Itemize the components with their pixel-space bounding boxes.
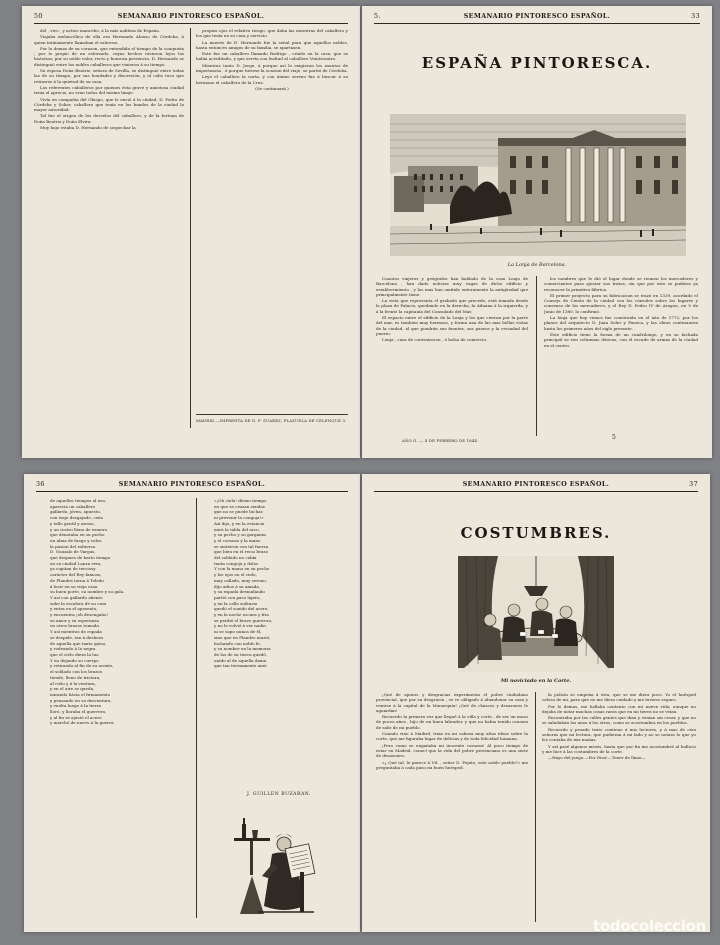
running-header	[34, 12, 348, 24]
page-number: 33	[691, 13, 700, 20]
paragraph: Mientras tanto D. Jorge, á porque así lo exigieron los asuntos de importancia , ó porque tuviese la ocasion del viaje, se partió de Córdoba.	[196, 62, 348, 74]
paragraph: Recuerdo la primera vez que llegué á la villa y corte , de ser un mozo de pocos años , hijo de un buen labrador, y que no habia tenido ocasion de salir de mi pueblo.	[376, 714, 528, 730]
paragraph: Leyó el caballero la carta, y con ánimo sereno fue á buscar á su hermano el caballero de la Cruz.	[196, 74, 348, 85]
page-number: 37	[689, 481, 698, 488]
paragraph: ¡Qué de apuros y desgracias experimenta el pobre ciudadano provincial, que por su desgracia , se ve obligado á abandonar su casa y venirse á la capital de la Monarquía! ¡Qué de chascos y desazones le aguardan!	[376, 692, 528, 713]
page-33	[362, 6, 712, 458]
column-divider	[535, 692, 536, 922]
text-column-left	[376, 276, 528, 432]
paragraph: La vista que representa el grabado que precede, está tomada desde la plaza de Palacio, quedando en la derecha, la Aduana á la izquierda, y á la frente la capitanía del Consulado del Mar.	[376, 298, 528, 314]
header-title: SEMANARIO PINTORESCO ESPAÑOL.	[118, 481, 266, 488]
header-title: SEMANARIO PINTORESCO ESPAÑOL.	[117, 13, 265, 20]
paragraph: Este fue un caballero llamado Rodrigo , criado en la casa, que se había acreditado, y que servía con lealtad al caballero Veinticuatro.	[196, 51, 348, 62]
paragraph: la policía se empeña á esta, que se me diera poco. Yo el huésped celoso de mi, para que no me diera cuidado y me tuviese seguro.	[542, 692, 696, 703]
watermark: todocoleccion	[592, 917, 706, 935]
paragraph: Los referentes caballeros por quienes ésta grave y amistosa ciudad tenía el aprecio, no eran todos del mismo linaje.	[34, 84, 184, 96]
issue-number: 5.	[374, 13, 381, 20]
paragraph: La muerte de D. Hernando fue la señal para que aquellos nobles, hasta entonces amigos de su familia, se apartasen.	[196, 39, 348, 50]
lonja-engraving	[390, 114, 686, 256]
continuation-note: (Se continuará.)	[255, 85, 289, 91]
signature-mark: 5	[612, 434, 616, 441]
paragraph: «¿ Qué tal, le parece á Vd. , señor D. Pepito, este noble pueblo?» me preguntaba á cada paso mi buen huésped.	[376, 759, 528, 770]
text-column-right	[196, 28, 348, 410]
running-header	[36, 480, 348, 492]
paragraph: Este edificio tiene la forma de un cuadrilongo, y en su fachada principal se ven columnas dóricas, con el escudo de armas de la ciudad en el centro.	[544, 331, 698, 348]
page-36	[24, 474, 360, 932]
page-50	[22, 6, 360, 458]
paragraph: Muy bajo estaba D. Hernando de sospechar la	[40, 125, 136, 131]
card-players-engraving	[458, 556, 614, 672]
paragraph: Vivía en compañía del Obispo, que le envió á la ciudad, D. Pedro de Córdoba y Solier, caballero que tenía en los bandos de la ciudad la mayor autoridad.	[34, 96, 184, 113]
running-header	[374, 12, 700, 24]
text-column-left	[376, 692, 528, 922]
paragraph: Su esposa Doña Beatriz, señora de Sevilla, se distinguió entre todas las de su tiempo, por sus bondades y discreción, y al cabo tuvo que retirarse á la quietud de su casa.	[34, 68, 184, 84]
page-number: 50	[34, 13, 43, 20]
section-title: COSTUMBRES.	[460, 524, 612, 542]
paragraph: Por lo demas de su corazon, que entendida el tiempo de la conquista ; por lo propio de un esforzado, cuyas hechos tuvieron lejos las historias; por su noble valor, recto y honrosa presencia, D. Hernando se distinguió entre los nobles caballeros que vinieron á su tiempo.	[34, 45, 184, 67]
column-divider	[536, 276, 537, 436]
running-header	[374, 480, 698, 492]
imprint: MADRID.—IMPRENTA DE D. F. SUAREZ, PLAZUELA DE CELENQUE 3.	[196, 418, 347, 423]
column-divider	[196, 498, 197, 918]
page-number: 36	[36, 481, 45, 488]
issue-date: AÑO II. — 4 DE FEBRERO DE 1844.	[402, 438, 479, 443]
paragraph: Por lo demas, me hallaba contento con mi nueva vida; aunque no dejaba de notar muchas cosas raras que en mi tierra no se veian.	[542, 703, 696, 714]
paragraph: propios ojos el relativo riesgo, que daba las muestras del caballero y los que tenía en su casa y servicio.	[196, 28, 348, 39]
paragraph: Encontraba por las calles gentes que iban y venian sin cesar, y que no se saludaban los unos á los otros, como se acostumbra en los pueblos.	[542, 715, 696, 726]
text-column-right	[544, 276, 698, 432]
paragraph: Lonja , casa de contratacion , ó bolsa de comercio.	[382, 337, 488, 343]
verse-column-left	[50, 498, 192, 922]
header-title: SEMANARIO PINTORESCO ESPAÑOL.	[463, 13, 611, 20]
section-title: ESPAÑA PINTORESCA.	[421, 54, 653, 72]
paragraph: Tal fue el origen de los desvelos del caballero, y de la fortuna de Doña Beatriz y Doña Elvira.	[34, 113, 184, 124]
paragraph: ¡Pero como se engañaba mi inocente corazon! Al poco tiempo de estar en Madrid, conocí que la vida del pobre provinciano es una serie de desazones.	[376, 742, 528, 759]
paragraph: El primer proyecto para su fabricacion se trazó en 1339, acordado el Consejo de Ciento de la ciudad con los cónsules sobre los lugares y consenso de los mercaderes, y el Rey D. Pedro IV de Aragon, en 9 de Junio de 1380, lo confirmó.	[544, 292, 698, 314]
reader-vignette	[214, 806, 322, 918]
paragraph: Y así pasé algunos meses, hasta que por fin me acostumbré al bullicio y me hice á las costumbres de la corte.	[542, 743, 696, 754]
paragraph: Cuando vine á Madrid, traia en mi cabeza muy altas ideas sobre la corte, que me figuraba lugar de delicias y de toda felicidad humana.	[376, 731, 528, 742]
paragraph: —Hayo del juego.—Por Dios!—Tener de llano—	[548, 755, 646, 761]
engraving-caption: Mi noviciado en la Corte.	[500, 678, 572, 684]
column-divider	[190, 28, 191, 428]
paragraph: los nombres que le dió el lugar donde se reunen los mercaderes y comerciantes para ajustar sus tratos; sin que por esto se pudiera ya reconocer la primitiva fábrica.	[544, 276, 698, 292]
page-37	[362, 474, 710, 932]
paragraph: Viajaba melancólica de ella era Hernando Alonso de Córdoba, á quien íntimamente llamaban el valeroso.	[34, 34, 184, 45]
paragraph: La lonja que hoy vemos fue construida en el año de 1772, por los planos del arquitecto D. Juan Soler y Faneca, y las obras continuaron hasta los primeros años del siglo presente.	[544, 315, 698, 331]
author-signature: J. GUILLEN BUZARAN.	[247, 792, 311, 797]
paragraph: Recuerdo y pesado texto contiene á mis lectores, y á mas de cien señoras que mi lectura, que pudieran á mi lado y no se notara lo que yo les contaba de mis mañas.	[542, 726, 696, 743]
text-column-right	[542, 692, 696, 922]
engraving-caption: La Lonja de Barcelona.	[507, 262, 567, 268]
paragraph: El espacio entre el edificio de la Lonja y los que cierran por la parte del mar, es tambien muy hermoso, y forma una de las mas bellas vistas de la ciudad, al que pondrán sus fuentes, sus paseos y la vecindad del puerto.	[376, 315, 528, 336]
footer-rule	[196, 414, 348, 415]
paragraph: Cuantos viajeros y geógrafos han hablado de la casa Lonja de Barcelona , han dado noticias muy vagas de dicho edificio y establecimiento , y los mas han omitido enteramente la antigüedad que principalmente tiene.	[376, 276, 528, 297]
paragraph: del , vivo , y activo mancebo, á la más nobleza de España.	[40, 28, 161, 33]
text-column-left	[34, 28, 184, 428]
verse-text: «¡Oh cielo! divino tiempo en que se cruzan sendas que no se puede luchar, ni prevenir la congoja!» Así dijo, y en la estancia miró la tabla del arco, y su pecho y su garganta y el corazon y la mano se sintieron con tal fuerza que bien en el recio brazo del soldado no cabía tanta congoja y dolor. Y con la mano en su pecho y los ojos en el cielo, muy callado, muy sereno, dijo adios á su amada, y su espada desnudando partió con paso ligero, y en la calle solitaria quedó el sonido del acero, y en la noche oscura y fria se perdió el bravo guerrero, y no le volvió á ver nadie, ni se supo nunca de él, sino que en Flandes murió, luchando con noble fe, y su nombre en la memoria de los de su tierra quedó, unido al de aquella dama que tan tiernamente amó.	[214, 498, 273, 669]
header-title: SEMANARIO PINTORESCO ESPAÑOL.	[462, 481, 610, 488]
verse-column-right	[214, 498, 344, 790]
verse-text: de aquellos tiempos al uso, aparecía un caballero gallardo, jóven, apuesto, con traje desgajado, ceño y talle gentil y airoso, y un rostro lleno de esmero que denotaba en su pecho un alma de fuego y valor, la pasion del esfuerzo. D. Gonzalo de Vargas, que despues de harto tiempo en su ciudad Lanza vera, ya capitan de terciosy carácter del Rey famoso, de Flandes torna á Toledo á lucir en su vieja casa su buen porte, su nombre y su gala. Y así con gallardo aliento sube la escalera de su casa y entra en el aposento, y encuentra ¡oh desengaño! su amor y su esperanza en otros brazos tomada. Y así mientras de espada se despide, tan á deshora de aquella que tanto quiso, y rodeando á la negra que el cielo diera la luz. Y en dejando su cuerpo y retirando al fin de su acento, el soldado con los brazos tiende, lleno de tristura, al cielo y á la ventura, y en el aire se queda, mirando hácia el firmamento y pensando en su desventura, y vuelta luego á la tierra lloró, y lloraba el guerrero, y al fin se ajustó el acero y marchó de nuevo á la guerra.	[50, 498, 125, 726]
